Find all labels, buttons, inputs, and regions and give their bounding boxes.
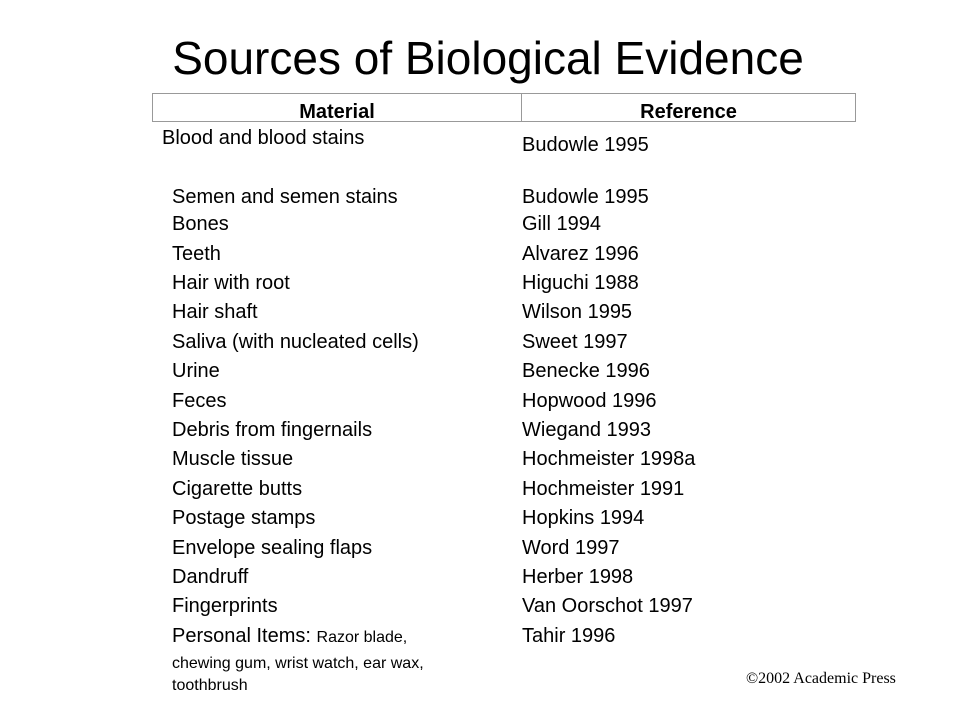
reference-cell: Gill 1994 [522, 213, 601, 235]
header-material: Material [153, 94, 522, 121]
reference-cell: Alvarez 1996 [522, 243, 639, 265]
material-cell: Envelope sealing flaps [172, 537, 373, 559]
personal-items-detail-line2: chewing gum, wrist watch, ear wax, [172, 655, 424, 672]
reference-cell: Hopkins 1994 [522, 507, 645, 529]
personal-items-detail: Razor blade, [316, 629, 408, 646]
table-header [152, 93, 856, 122]
reference-cell: Wiegand 1993 [522, 419, 651, 441]
material-cell: Teeth [172, 243, 221, 265]
reference-cell: Hochmeister 1991 [522, 478, 685, 500]
material-cell: Dandruff [172, 566, 249, 588]
slide-title: Sources of Biological Evidence [172, 32, 804, 84]
reference-cell: Tahir 1996 [522, 625, 616, 647]
material-cell: Fingerprints [172, 595, 278, 617]
material-cell: Bones [172, 213, 229, 235]
copyright-notice: ©2002 Academic Press [746, 670, 896, 687]
reference-cell: Herber 1998 [522, 566, 634, 588]
material-cell: Semen and semen stains [172, 186, 398, 208]
material-cell: Cigarette butts [172, 478, 303, 500]
material-cell: Saliva (with nucleated cells) [172, 331, 419, 353]
reference-cell: Benecke 1996 [522, 360, 650, 382]
reference-cell: Sweet 1997 [522, 331, 628, 353]
reference-cell: Wilson 1995 [522, 301, 633, 323]
material-cell: Blood and blood stains [162, 127, 365, 149]
reference-cell: Hochmeister 1998a [522, 448, 696, 470]
reference-cell: Budowle 1995 [522, 186, 649, 208]
reference-cell: Van Oorschot 1997 [522, 595, 693, 617]
material-cell: Hair with root [172, 272, 290, 294]
personal-items-detail-line3: toothbrush [172, 677, 248, 694]
material-cell-personal-items [172, 626, 407, 648]
material-cell: Muscle tissue [172, 448, 294, 470]
reference-cell: Hopwood 1996 [522, 390, 657, 412]
material-cell: Feces [172, 390, 227, 412]
reference-cell: Budowle 1995 [522, 134, 649, 156]
personal-items-label: Personal Items: [172, 625, 317, 647]
material-cell: Debris from fingernails [172, 419, 373, 441]
reference-cell: Higuchi 1988 [522, 272, 639, 294]
material-cell: Postage stamps [172, 507, 316, 529]
material-cell: Hair shaft [172, 301, 258, 323]
header-reference: Reference [640, 101, 737, 121]
material-cell: Urine [172, 360, 220, 382]
reference-cell: Word 1997 [522, 537, 620, 559]
